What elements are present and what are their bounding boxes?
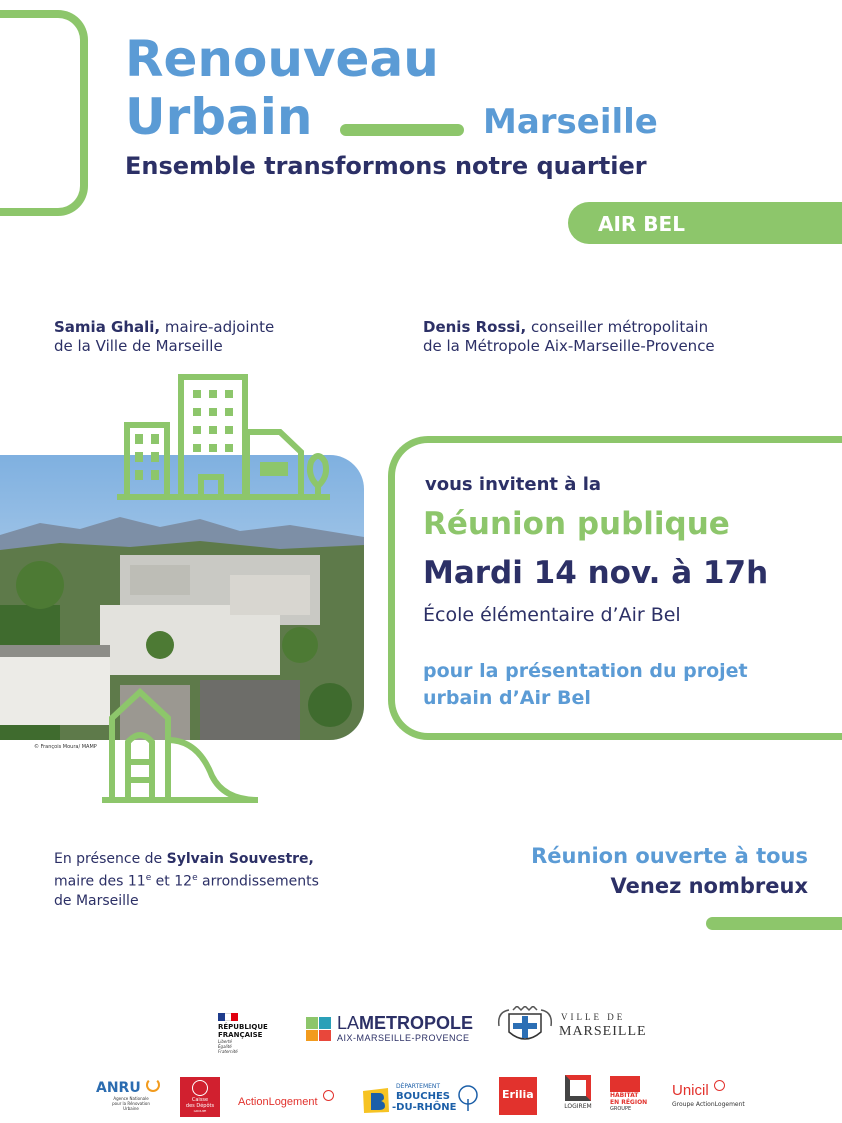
corner-bracket — [0, 10, 88, 216]
metropole-mark-icon — [305, 1015, 333, 1043]
title-line2: Urbain — [125, 88, 313, 146]
presence-city: de Marseille — [54, 892, 139, 909]
city-name: Marseille — [483, 102, 658, 142]
photo-credit: © François Moura/ MAMP — [34, 744, 97, 750]
logo-erilia — [499, 1077, 537, 1115]
title-dash — [340, 124, 464, 136]
flag-icon — [218, 1013, 238, 1021]
logo-metropole — [305, 1013, 475, 1047]
presence-sup1: e — [145, 873, 152, 883]
metropole-main: METROPOLE — [359, 1013, 474, 1033]
erilia-name: Erilia — [502, 1088, 534, 1101]
action-logement-badge-icon — [323, 1090, 334, 1101]
metropole-la: LA — [337, 1013, 360, 1033]
anru-name: ANRU — [96, 1080, 141, 1096]
logo-anru — [96, 1080, 166, 1120]
host-2-name: Denis Rossi, — [423, 318, 527, 336]
title-line1: Renouveau — [125, 30, 439, 88]
event-date: Mardi 14 nov. à 17h — [423, 555, 769, 591]
rf-motto1: Liberté — [218, 1039, 233, 1044]
logo-caisse-des-depots — [180, 1077, 220, 1117]
anru-sub3: Urbaine — [123, 1106, 139, 1111]
cdc-emblem-icon — [192, 1080, 208, 1096]
presence-role-b: et 12 — [151, 873, 193, 890]
logo-habitat-en-region — [610, 1076, 656, 1120]
logo-bouches-du-rhone — [360, 1083, 480, 1117]
invitation-lead: vous invitent à la — [425, 474, 602, 495]
logo-logirem — [560, 1075, 596, 1119]
event-title: Réunion publique — [423, 506, 730, 542]
logo-republique-francaise — [218, 1013, 278, 1061]
anru-sub2: pour la Rénovation — [112, 1101, 150, 1106]
event-purpose — [423, 658, 748, 712]
event-purpose-line2: urbain d’Air Bel — [423, 687, 591, 709]
cdc-line3: GROUPE — [193, 1109, 207, 1113]
cdc-line1: Caisse — [191, 1097, 209, 1103]
cdc-line2: des Dépôts — [185, 1103, 215, 1109]
host-1-org: de la Ville de Marseille — [54, 337, 223, 355]
rf-line2: FRANÇAISE — [218, 1031, 263, 1039]
event-purpose-line1: pour la présentation du projet — [423, 660, 748, 682]
buildings-icon — [115, 372, 330, 502]
host-2-role: conseiller métropolitain — [530, 318, 709, 336]
page-subtitle: Ensemble transformons notre quartier — [125, 152, 647, 180]
playground-icon — [100, 680, 260, 805]
logirem-name: LOGIREM — [564, 1103, 592, 1110]
dept-top: DÉPARTEMENT — [396, 1083, 441, 1090]
dept-line1: BOUCHES — [396, 1091, 450, 1102]
neighborhood-tag — [568, 202, 842, 244]
host-2-org: de la Métropole Aix-Marseille-Provence — [423, 337, 715, 355]
host-1-role: maire-adjointe — [164, 318, 275, 336]
open-line1: Réunion ouverte à tous — [531, 844, 808, 868]
ville-de: VILLE DE — [561, 1012, 626, 1022]
logo-unicil — [672, 1080, 752, 1118]
open-line2: Venez nombreux — [610, 874, 808, 898]
host-2 — [423, 318, 715, 356]
metropole-sub: AIX-MARSEILLE-PROVENCE — [337, 1033, 470, 1043]
anru-swoosh-icon — [146, 1078, 160, 1092]
dept-b-icon — [360, 1085, 392, 1115]
logo-action-logement — [238, 1090, 334, 1109]
hrg-line2: EN RÉGION — [610, 1099, 648, 1106]
hrg-line1: HABITAT — [610, 1092, 639, 1099]
logirem-mark-icon — [565, 1075, 591, 1101]
unicil-badge-icon — [714, 1080, 725, 1091]
rf-motto3: Fraternité — [218, 1049, 238, 1054]
hrg-line3: GROUPE — [610, 1106, 632, 1112]
tree-icon — [456, 1085, 480, 1111]
neighborhood-tag-label: AIR BEL — [598, 212, 685, 236]
presence-role-c: arrondissements — [197, 873, 319, 890]
presence-sup2: e — [192, 873, 198, 883]
presence-prefix: En présence de — [54, 851, 167, 867]
unicil-name: Unicil — [672, 1082, 709, 1099]
presence-role-a: maire des 11 — [54, 873, 146, 890]
event-place: École élémentaire d’Air Bel — [423, 604, 681, 626]
action-logement-name: ActionLogement — [238, 1096, 318, 1108]
host-1-name: Samia Ghali, — [54, 318, 161, 336]
unicil-sub: Groupe ActionLogement — [672, 1101, 745, 1108]
rf-motto2: Égalité — [218, 1044, 232, 1049]
ville-name: MARSEILLE — [559, 1024, 647, 1039]
logo-ville-marseille — [495, 1006, 647, 1050]
presence-name: Sylvain Souvestre, — [166, 851, 314, 867]
marseille-coat-of-arms-icon — [495, 1006, 555, 1048]
presence-note — [54, 850, 319, 911]
anru-sub1: Agence Nationale — [113, 1096, 149, 1101]
rf-line1: RÉPUBLIQUE — [218, 1023, 268, 1031]
dept-line2: -DU-RHÔNE — [392, 1102, 457, 1113]
host-1 — [54, 318, 274, 356]
hrg-badge-icon — [610, 1076, 640, 1092]
bottom-right-dash — [706, 917, 842, 930]
